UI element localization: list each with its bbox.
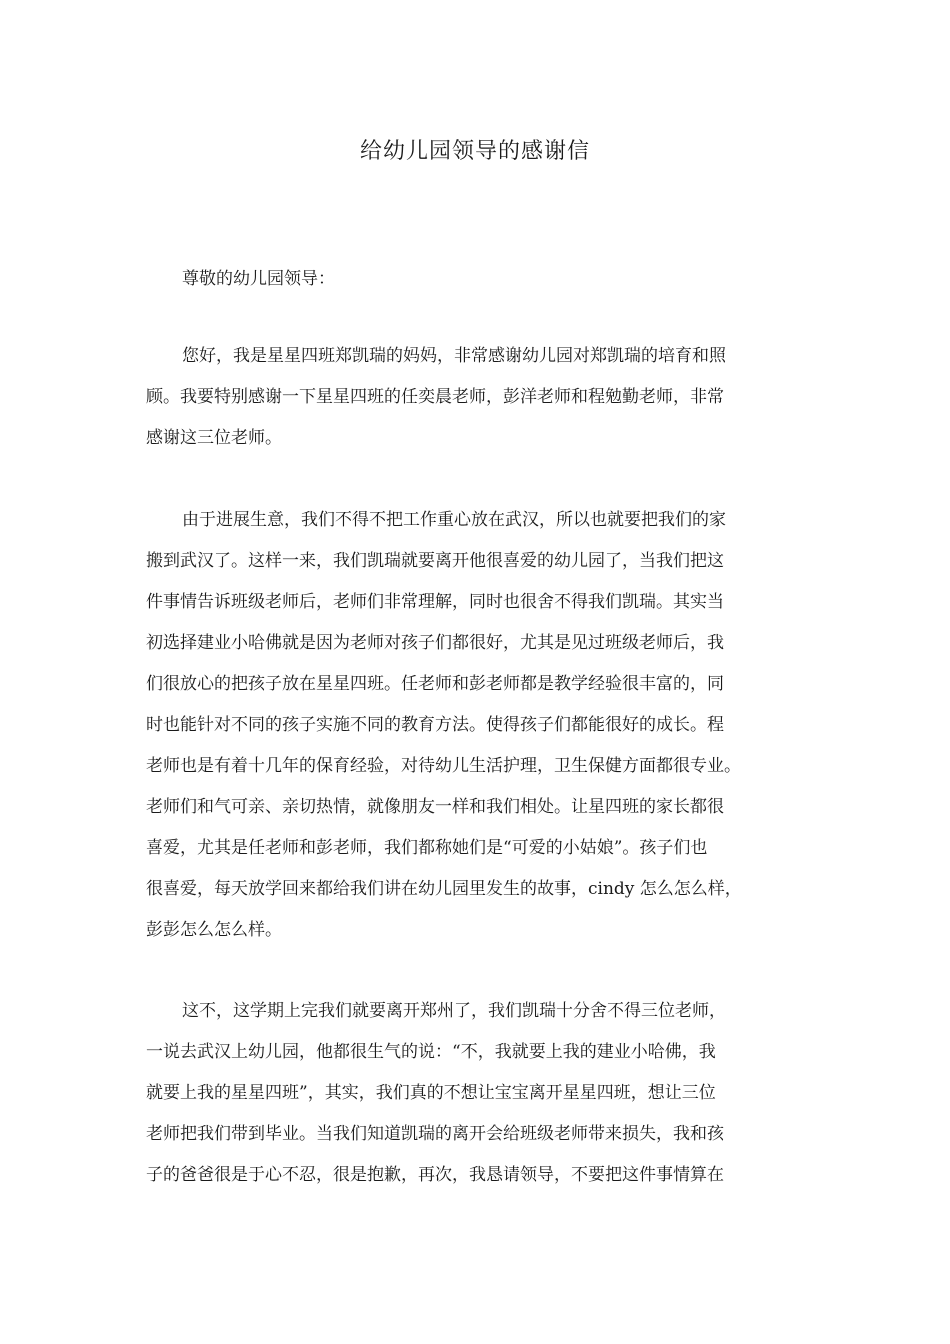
paragraph-line: 顾。我要特别感谢一下星星四班的任奕晨老师，彭洋老师和程勉勤老师，非常 xyxy=(146,387,724,407)
paragraph-line: 老师把我们带到毕业。当我们知道凯瑞的离开会给班级老师带来损失，我和孩 xyxy=(146,1124,724,1144)
paragraph-line: 由于进展生意，我们不得不把工作重心放在武汉，所以也就要把我们的家 xyxy=(182,510,726,530)
paragraph-line: 一说去武汉上幼儿园，他都很生气的说：“不，我就要上我的建业小哈佛，我 xyxy=(146,1042,716,1062)
paragraph-line: 件事情告诉班级老师后，老师们非常理解，同时也很舍不得我们凯瑞。其实当 xyxy=(146,592,724,612)
document-title: 给幼儿园领导的感谢信 xyxy=(359,139,590,164)
paragraph-line: 很喜爱，每天放学回来都给我们讲在幼儿园里发生的故事，cindy 怎么怎么样， xyxy=(146,879,742,899)
paragraph-line: 老师们和气可亲、亲切热情，就像朋友一样和我们相处。让星四班的家长都很 xyxy=(146,797,724,817)
paragraph-line: 初选择建业小哈佛就是因为老师对孩子们都很好，尤其是见过班级老师后，我 xyxy=(146,633,724,653)
paragraph-line: 彭彭怎么怎么样。 xyxy=(146,920,282,940)
paragraph-line: 时也能针对不同的孩子实施不同的教育方法。使得孩子们都能很好的成长。程 xyxy=(146,715,724,735)
paragraph-2 xyxy=(146,500,808,951)
paragraph-line: 搬到武汉了。这样一来，我们凯瑞就要离开他很喜爱的幼儿园了，当我们把这 xyxy=(146,551,724,571)
paragraph-1 xyxy=(146,336,808,459)
paragraph-3 xyxy=(146,991,808,1196)
paragraph-line: 就要上我的星星四班”，其实，我们真的不想让宝宝离开星星四班，想让三位 xyxy=(146,1083,716,1103)
paragraph-line: 老师也是有着十几年的保育经验，对待幼儿生活护理，卫生保健方面都很专业。 xyxy=(146,756,741,776)
paragraph-line: 感谢这三位老师。 xyxy=(146,428,282,448)
paragraph-line: 这不，这学期上完我们就要离开郑州了，我们凯瑞十分舍不得三位老师， xyxy=(182,1001,726,1021)
paragraph-line: 喜爱，尤其是任老师和彭老师，我们都称她们是“可爱的小姑娘”。孩子们也 xyxy=(146,838,708,858)
paragraph-line: 您好，我是星星四班郑凯瑞的妈妈，非常感谢幼儿园对郑凯瑞的培育和照 xyxy=(182,346,726,366)
salutation: 尊敬的幼儿园领导： xyxy=(182,269,335,289)
paragraph-line: 们很放心的把孩子放在星星四班。任老师和彭老师都是教学经验很丰富的，同 xyxy=(146,674,724,694)
paragraph-line: 子的爸爸很是于心不忍，很是抱歉，再次，我恳请领导，不要把这件事情算在 xyxy=(146,1165,724,1185)
